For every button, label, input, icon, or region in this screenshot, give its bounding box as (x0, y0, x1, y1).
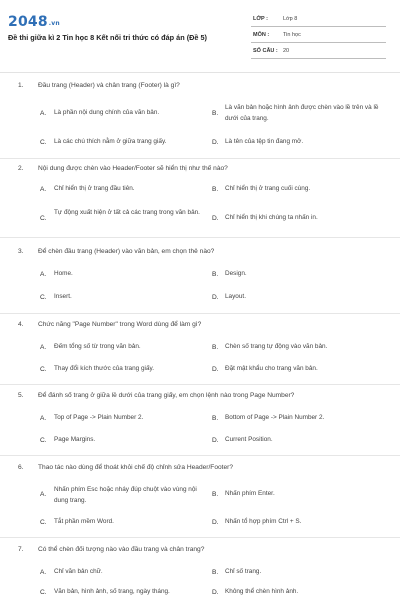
option-letter: D. (212, 139, 219, 146)
option-text: Chỉ số trang. (225, 568, 262, 575)
option-letter: B. (212, 271, 219, 278)
option-letter: C. (40, 589, 47, 596)
count-label: SỐ CÂU : (253, 48, 278, 54)
option-letter: A. (40, 271, 47, 278)
option-letter: A. (40, 415, 47, 422)
question-separator (0, 313, 400, 314)
question-text: Chức năng "Page Number" trong Word dùng để làm gì? (38, 321, 202, 328)
option-letter: D. (212, 294, 219, 301)
option-letter: A. (40, 186, 47, 193)
question-text: Nội dung được chèn vào Header/Footer sẽ hiển thị như thế nào? (38, 165, 228, 172)
logo-text: 2048 (8, 14, 48, 30)
option-text: Chỉ hiển thị khi chúng ta nhấn in. (225, 214, 318, 221)
option-text: Chèn số trang tự động vào văn bản. (225, 343, 328, 350)
option-letter: A. (40, 491, 47, 498)
option-text: Đặt mật khẩu cho trang văn bản. (225, 365, 318, 372)
question-text: Có thể chèn đối tượng nào vào đầu trang và chân trang? (38, 546, 205, 553)
option-text: Tắt phần mềm Word. (54, 518, 114, 525)
option-letter: B. (212, 415, 219, 422)
option-letter: B. (212, 110, 219, 117)
option-text: Là phần nội dung chính của văn bản. (54, 109, 160, 116)
option-text: Chỉ hiển thị ở trang đầu tiên. (54, 185, 135, 192)
option-text: Đếm tổng số từ trong văn bản. (54, 343, 141, 350)
question-number: 6. (18, 464, 24, 471)
option-letter: C. (40, 519, 47, 526)
option-letter: A. (40, 569, 47, 576)
option-letter: D. (212, 437, 219, 444)
option-text: Là các chú thích nằm ở giữa trang giấy. (54, 138, 167, 145)
question-number: 3. (18, 248, 24, 255)
option-text: Là văn bản hoặc hình ảnh được chèn vào lề trên và lề dưới của trang. (225, 104, 379, 122)
option-letter: C. (40, 215, 47, 222)
option-text: Chỉ văn bản chữ. (54, 568, 103, 575)
question-separator (0, 537, 400, 538)
class-value: Lớp 8 (283, 16, 298, 22)
question-text: Đầu trang (Header) và chân trang (Footer) là gì? (38, 82, 180, 89)
option-text: Là tên của tệp tin đang mở. (225, 138, 304, 145)
exam-title: Đề thi giữa kì 2 Tin học 8 Kết nối tri thức có đáp án (Đề 5) (8, 33, 207, 42)
option-letter: D. (212, 366, 219, 373)
option-letter: C. (40, 437, 47, 444)
option-text: Current Position. (225, 436, 273, 443)
option-text: Thay đổi kích thước của trang giấy. (54, 365, 154, 372)
question-separator (0, 384, 400, 385)
option-text: Văn bản, hình ảnh, số trang, ngày tháng. (54, 588, 170, 595)
option-text: Bottom of Page -> Plain Number 2. (225, 414, 325, 421)
option-text: Layout. (225, 293, 246, 300)
option-letter: D. (212, 215, 219, 222)
question-text: Để đánh số trang ở giữa lề dưới của trang giấy, em chọn lệnh nào trong Page Number? (38, 392, 295, 399)
option-letter: B. (212, 186, 219, 193)
option-letter: A. (40, 344, 47, 351)
option-letter: B. (212, 491, 219, 498)
option-text: Insert. (54, 293, 72, 300)
option-text: Nhấn phím Esc hoặc nháy đúp chuột vào vùng nội dung trang. (54, 486, 197, 504)
option-text: Không thể chèn hình ảnh. (225, 588, 299, 595)
question-number: 7. (18, 546, 24, 553)
question-separator (0, 158, 400, 159)
option-text: Chỉ hiển thị ở trang cuối cùng. (225, 185, 311, 192)
option-letter: C. (40, 366, 47, 373)
option-letter: C. (40, 294, 47, 301)
count-value: 20 (283, 48, 290, 54)
option-letter: D. (212, 519, 219, 526)
question-number: 2. (18, 165, 24, 172)
question-text: Thao tác nào dùng để thoát khỏi chế độ chỉnh sửa Header/Footer? (38, 464, 234, 471)
question-text: Để chèn đầu trang (Header) vào văn bản, em chọn thẻ nào? (38, 248, 215, 255)
option-text: Nhấn tổ hợp phím Ctrl + S. (225, 518, 302, 525)
option-letter: D. (212, 589, 219, 596)
option-text: Home. (54, 270, 73, 277)
question-number: 1. (18, 82, 24, 89)
question-separator (0, 455, 400, 456)
option-letter: B. (212, 344, 219, 351)
option-text: Top of Page -> Plain Number 2. (54, 414, 144, 421)
class-label: LỚP : (253, 16, 268, 22)
option-text: Tự động xuất hiện ở tất cả các trang trong văn bản. (54, 209, 200, 216)
option-text: Design. (225, 270, 247, 277)
option-letter: B. (212, 569, 219, 576)
question-separator (0, 237, 400, 238)
option-text: Page Margins. (54, 436, 96, 443)
option-text: Nhấn phím Enter. (225, 490, 275, 497)
logo-suffix: .vn (48, 20, 60, 27)
subject-label: MÔN : (253, 32, 270, 38)
subject-value: Tin học (283, 32, 301, 38)
question-number: 4. (18, 321, 24, 328)
option-letter: C. (40, 139, 47, 146)
option-letter: A. (40, 110, 47, 117)
question-number: 5. (18, 392, 24, 399)
